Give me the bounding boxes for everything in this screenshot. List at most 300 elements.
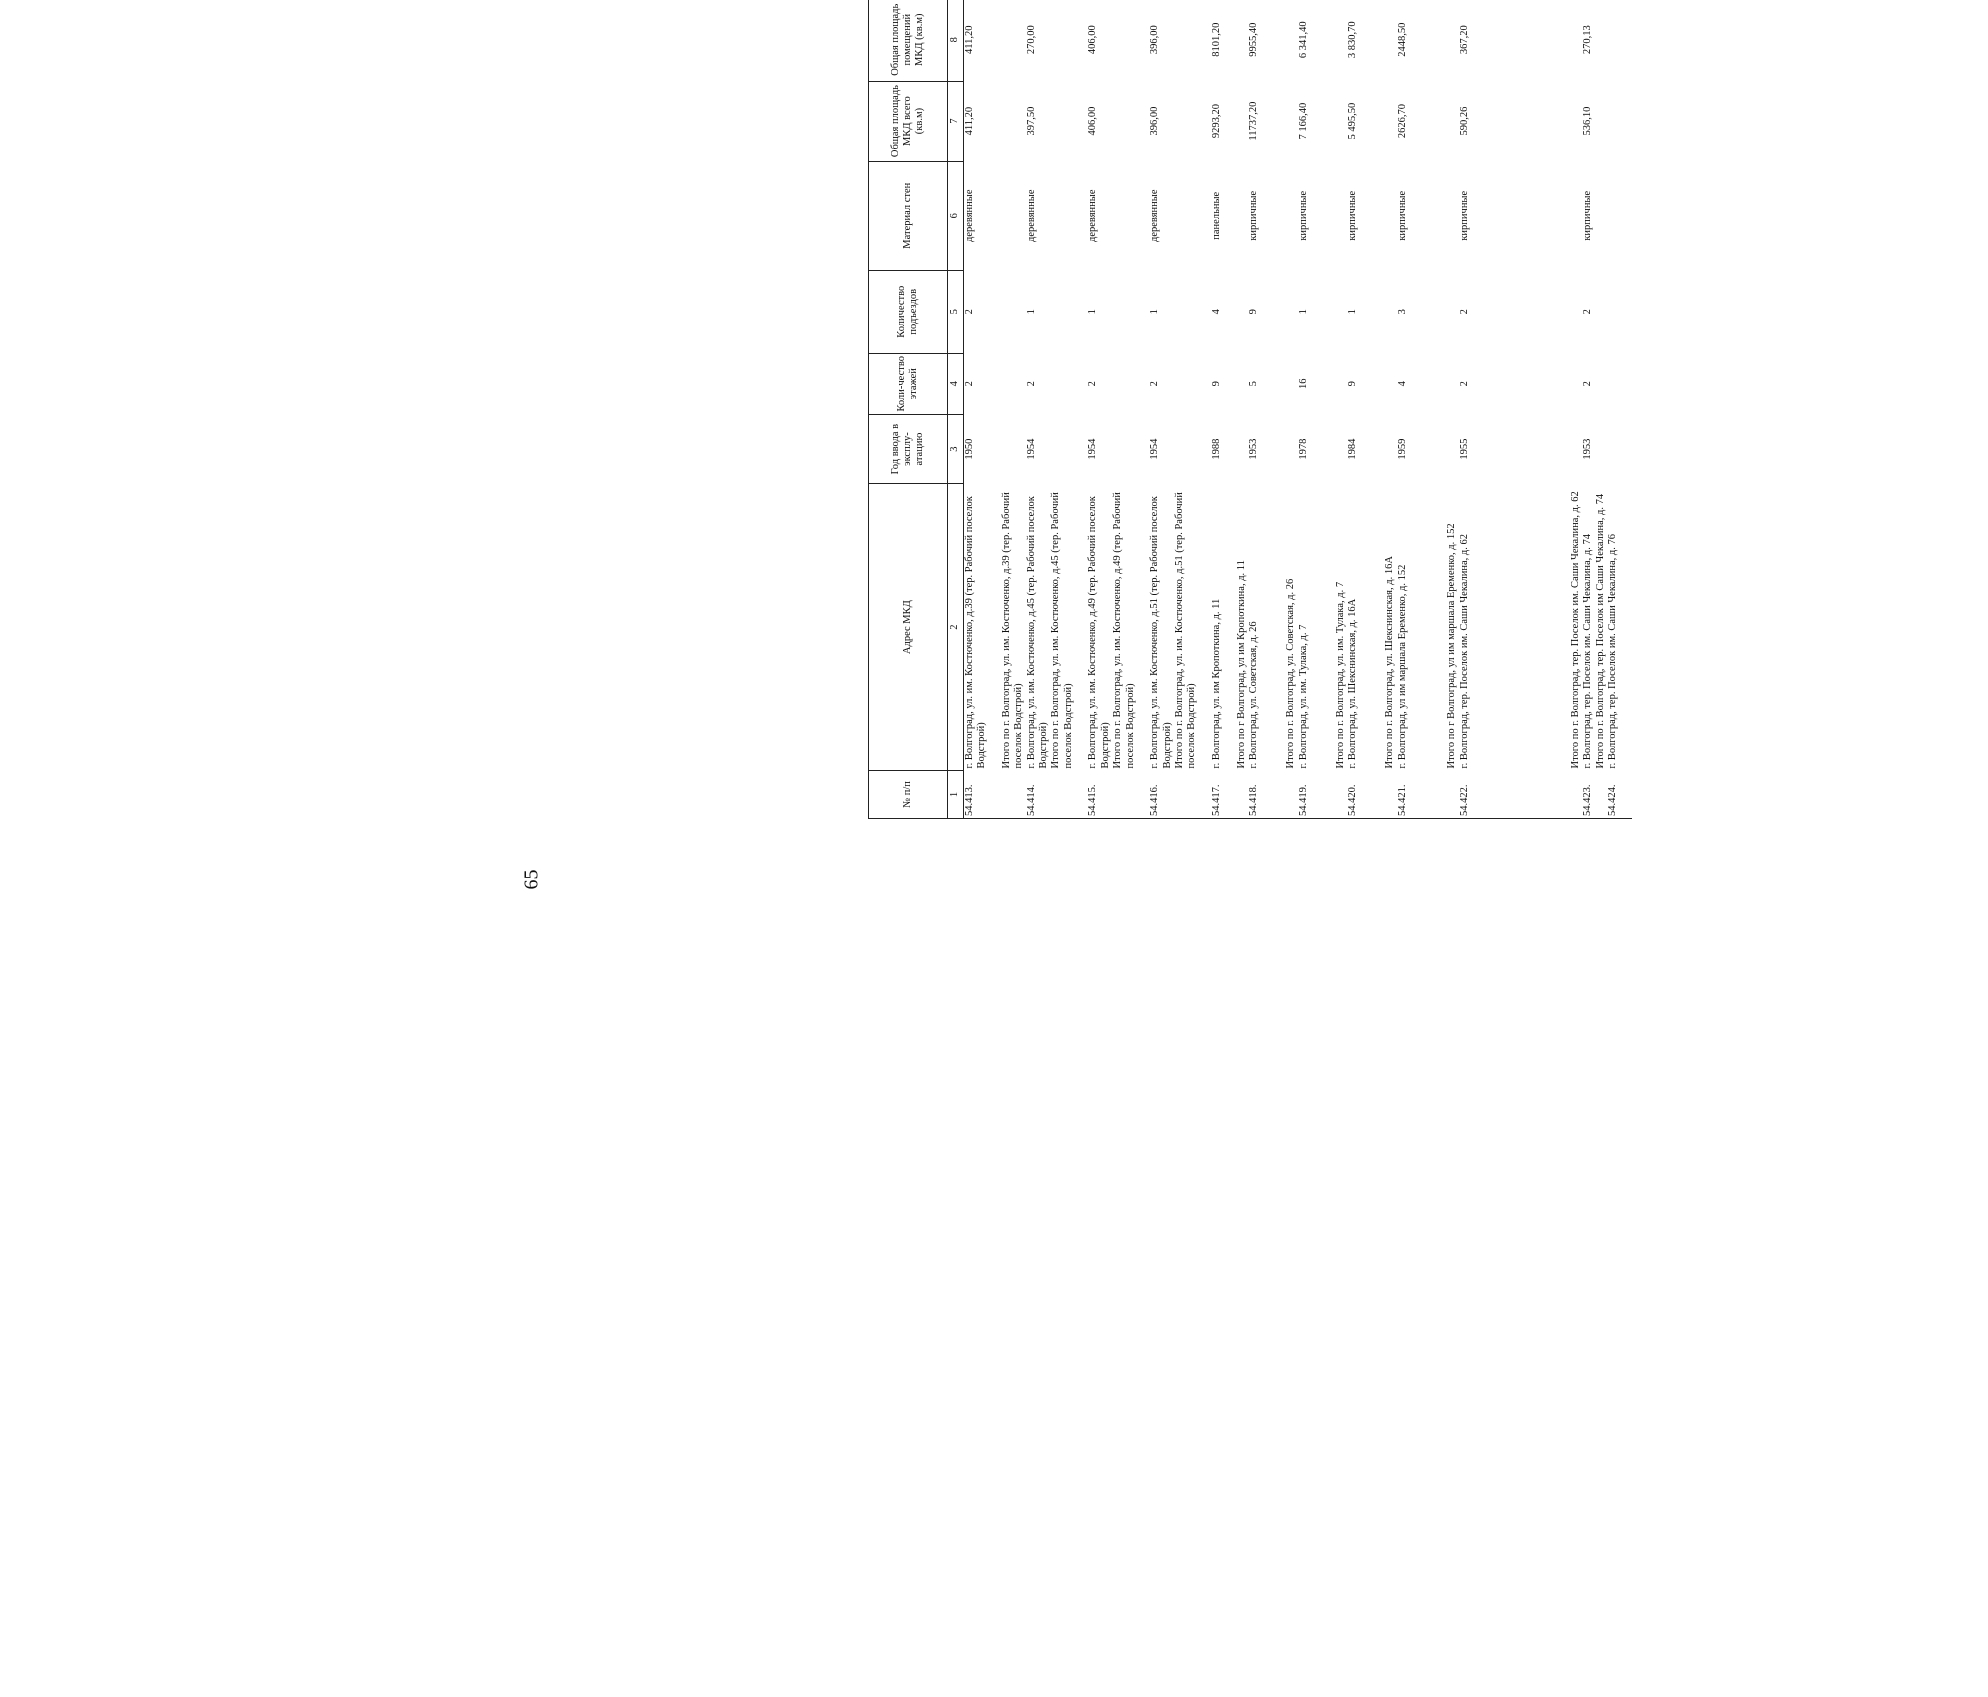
table-cell: 397,50 [1025, 106, 1037, 136]
table-cell [1310, 161, 1322, 270]
table-cell [1384, 0, 1396, 81]
table-cell [1199, 414, 1211, 483]
table-cell [1001, 353, 1026, 414]
table-cell [1607, 161, 1619, 270]
table-cell [1137, 353, 1149, 414]
table-cell [1422, 353, 1434, 414]
header-cell: Общая площадь МКД всего (кв.м) [869, 81, 948, 161]
header-cell: Год ввода в эксплу-атацию [869, 414, 948, 483]
table-cell [1545, 270, 1557, 353]
table-row [988, 0, 1000, 819]
table-cell [1137, 771, 1149, 819]
table-cell [1174, 771, 1199, 819]
table-cell [1483, 484, 1495, 771]
table-cell [1409, 484, 1421, 771]
table-cell [1261, 270, 1273, 353]
table-cell [1372, 81, 1384, 161]
table-cell [1471, 771, 1483, 819]
table-cell: кирпичные [1582, 190, 1594, 241]
table-cell [1570, 771, 1582, 819]
table-cell [1075, 81, 1087, 161]
table-cell [1236, 414, 1248, 483]
table-cell: 54.415. [1087, 771, 1112, 819]
table-cell [1174, 81, 1199, 161]
table-cell [1496, 270, 1508, 353]
table-cell [1446, 161, 1458, 270]
table-cell [1496, 771, 1508, 819]
table-cell [1545, 484, 1557, 771]
table-cell: 3 830,70 [1347, 21, 1359, 59]
table-cell [1409, 270, 1421, 353]
table-cell [1545, 353, 1557, 414]
table-cell [1075, 484, 1087, 771]
table-cell [1570, 353, 1582, 414]
header-cell: Общая площадь помещений МКД (кв.м) [869, 0, 948, 81]
table-cell [1483, 81, 1495, 161]
table-cell: 2 [963, 309, 975, 315]
table-cell [1434, 81, 1446, 161]
table-cell: 9955,40 [1248, 22, 1260, 57]
table-cell [1558, 161, 1570, 270]
table-cell [1620, 0, 1632, 81]
table-cell [1508, 353, 1520, 414]
table-cell [1360, 0, 1372, 81]
header-cell: № п/п [869, 771, 948, 819]
table-row [1211, 0, 1223, 819]
table-cell: 1988 [1211, 438, 1223, 460]
table-cell: 54.418. [1248, 771, 1260, 819]
table-cell [988, 484, 1000, 771]
table-cell [1360, 484, 1372, 771]
table-cell [1558, 0, 1570, 81]
table-cell: 54.420. [1347, 771, 1359, 819]
table-row [1409, 0, 1421, 819]
table-cell [1310, 353, 1322, 414]
table-cell: 367,20 [1458, 25, 1470, 55]
table-cell [1001, 0, 1026, 81]
table-cell: 11737,20 [1248, 101, 1260, 141]
table-cell [1409, 414, 1421, 483]
column-number: 5 [948, 270, 963, 353]
table-row [1112, 0, 1137, 819]
table-cell [1273, 81, 1285, 161]
table-cell: г. Волгоград, тер. Поселок им. Саши Чекалина, д. 74 [1582, 533, 1594, 769]
table-cell [1236, 353, 1248, 414]
table-cell [1595, 161, 1607, 270]
table-cell [1323, 771, 1335, 819]
table-cell [1224, 353, 1236, 414]
table-cell [1323, 414, 1335, 483]
table-cell [1112, 161, 1137, 270]
table-cell [1558, 484, 1570, 771]
table-cell: г. Волгоград, ул. им. Костюченко, д.51 (тер. Рабочий поселок Водстрой) [1149, 496, 1173, 769]
table-cell: 7 166,40 [1297, 102, 1309, 140]
table-row [1224, 0, 1236, 819]
table-cell [988, 771, 1000, 819]
table-cell [1620, 353, 1632, 414]
table-cell [1508, 414, 1520, 483]
table-cell: Итого по г. Волгоград, ул. им. Костюченко, д.49 (тер. Рабочий поселок Водстрой) [1112, 492, 1136, 769]
table-cell: Итого по г. Волгоград, ул. им. Костюченко, д.39 (тер. Рабочий поселок Водстрой) [1000, 492, 1025, 769]
table-cell: деревянные [1025, 189, 1037, 243]
table-cell [1570, 270, 1582, 353]
table-cell [1384, 81, 1396, 161]
table-cell [1496, 161, 1508, 270]
table-cell: 1 [1025, 309, 1037, 315]
table-cell [1409, 0, 1421, 81]
table-cell [1471, 0, 1483, 81]
table-cell: 6 341,40 [1297, 21, 1309, 59]
table-cell: 16 [1297, 378, 1309, 390]
table-cell: 9 [1248, 309, 1260, 315]
table-cell [1496, 81, 1508, 161]
repair-plan-table [868, 0, 1632, 819]
table-cell: 1 [1347, 309, 1359, 315]
table-cell [1620, 484, 1632, 771]
table-cell [1174, 161, 1199, 270]
table-row [1026, 0, 1051, 819]
table-row [1446, 0, 1458, 819]
table-cell [1620, 414, 1632, 483]
table-cell: Итого по г Волгоград, ул им Кропоткина, д. 11 [1235, 560, 1247, 769]
table-cell [1471, 484, 1483, 771]
table-row [1372, 0, 1384, 819]
table-cell [1372, 161, 1384, 270]
table-cell [1112, 414, 1137, 483]
table-cell [1050, 771, 1075, 819]
table-cell [1533, 484, 1545, 771]
column-number: 1 [948, 771, 963, 819]
table-cell [1521, 414, 1533, 483]
table-cell [1075, 353, 1087, 414]
table-cell [1483, 353, 1495, 414]
table-cell [1446, 771, 1458, 819]
table-cell [1607, 81, 1619, 161]
table-cell [1620, 771, 1632, 819]
table-cell [1310, 0, 1322, 81]
table-cell: г. Волгоград, тер. Поселок им. Саши Чекалина, д. 76 [1607, 533, 1619, 769]
table-cell: 396,00 [1149, 106, 1161, 136]
table-cell [1360, 414, 1372, 483]
table-cell [1521, 161, 1533, 270]
table-cell [1508, 161, 1520, 270]
table-cell: 1953 [1582, 438, 1594, 460]
table-cell [1335, 353, 1347, 414]
column-number: 3 [948, 414, 963, 483]
column-number: 2 [948, 484, 963, 771]
table-cell [1434, 0, 1446, 81]
table-cell [1508, 81, 1520, 161]
table-cell [1595, 771, 1607, 819]
table-cell [988, 414, 1000, 483]
table-cell [1446, 353, 1458, 414]
table-cell [1224, 270, 1236, 353]
page-number: 65 [520, 869, 543, 890]
table-row [1087, 0, 1112, 819]
table-row [1595, 0, 1607, 819]
table-cell [1360, 771, 1372, 819]
table-cell [1434, 353, 1446, 414]
header-cell: Адрес МКД [869, 484, 948, 771]
table-cell [1471, 81, 1483, 161]
table-cell: 411,20 [963, 106, 975, 136]
table-cell [1001, 270, 1026, 353]
table-cell [1199, 81, 1211, 161]
table-cell [1422, 161, 1434, 270]
table-row [1149, 0, 1174, 819]
table-cell [1137, 414, 1149, 483]
table-cell [1323, 0, 1335, 81]
table-cell [1137, 81, 1149, 161]
table-cell [1273, 414, 1285, 483]
table-cell [1545, 414, 1557, 483]
table-cell [1285, 81, 1297, 161]
table-cell [1521, 0, 1533, 81]
table-cell [1384, 161, 1396, 270]
table-cell [1273, 484, 1285, 771]
table-cell [1422, 771, 1434, 819]
table-cell [1483, 414, 1495, 483]
table-cell [1372, 353, 1384, 414]
table-cell [1001, 414, 1026, 483]
table-cell: г. Волгоград, тер. Поселок им. Саши Чекалина, д. 62 [1458, 533, 1470, 769]
column-number: 4 [948, 353, 963, 414]
table-cell [1112, 771, 1137, 819]
table-cell: 1954 [1025, 438, 1037, 460]
table-cell [1496, 414, 1508, 483]
table-cell: 9 [1347, 381, 1359, 387]
table-cell [1261, 353, 1273, 414]
table-cell [1508, 484, 1520, 771]
table-cell [1607, 353, 1619, 414]
table-cell [1595, 81, 1607, 161]
table-cell [1558, 414, 1570, 483]
table-cell: г. Волгоград, ул им маршала Еременко, д. 152 [1396, 564, 1408, 769]
table-cell [1050, 414, 1075, 483]
table-cell [1224, 414, 1236, 483]
table-cell [1434, 161, 1446, 270]
table-cell [1273, 161, 1285, 270]
table-row [1360, 0, 1372, 819]
table-cell [1224, 771, 1236, 819]
table-cell: г. Волгоград, ул. им. Костюченко, д.49 (тер. Рабочий поселок Водстрой) [1087, 496, 1111, 769]
table-cell [1335, 81, 1347, 161]
table-cell [1409, 81, 1421, 161]
table-cell [1323, 161, 1335, 270]
table-cell [1496, 353, 1508, 414]
table-cell [1174, 0, 1199, 81]
table-cell [1236, 771, 1248, 819]
table-cell: деревянные [1087, 189, 1099, 243]
table-cell: 1959 [1396, 438, 1408, 460]
table-cell [1112, 353, 1137, 414]
table-cell [1224, 484, 1236, 771]
table-cell: 2 [1582, 381, 1594, 387]
table-cell [1545, 161, 1557, 270]
table-cell: кирпичные [1396, 190, 1408, 241]
table-cell [1372, 771, 1384, 819]
table-row [1422, 0, 1434, 819]
table-cell: 2448,50 [1396, 22, 1408, 57]
table-cell [1137, 484, 1149, 771]
table-cell: 1 [1087, 309, 1099, 315]
table-cell [1199, 0, 1211, 81]
table-cell [1273, 0, 1285, 81]
table-cell [1050, 161, 1075, 270]
table-cell [1285, 161, 1297, 270]
table-cell [1285, 270, 1297, 353]
table-cell: г. Волгоград, ул. им. Костюченко, д.39 (тер. Рабочий поселок Водстрой) [963, 496, 987, 769]
table-cell: Итого по г. Волгоград, ул. им. Костюченко, д.45 (тер. Рабочий поселок Водстрой) [1050, 492, 1074, 769]
table-cell [1310, 270, 1322, 353]
table-cell [1434, 771, 1446, 819]
table-cell [1075, 414, 1087, 483]
table-cell [1558, 771, 1570, 819]
table-row [1050, 0, 1075, 819]
table-cell [1372, 0, 1384, 81]
table-cell [1570, 81, 1582, 161]
table-cell [1174, 414, 1199, 483]
table-cell [1174, 270, 1199, 353]
table-cell [1075, 0, 1087, 81]
table-row [1521, 0, 1533, 819]
table-cell [1607, 0, 1619, 81]
table-cell: 54.414. [1026, 771, 1051, 819]
table-cell: 5 [1248, 381, 1260, 387]
table-cell [1310, 81, 1322, 161]
table-cell [1075, 270, 1087, 353]
table-cell [1224, 0, 1236, 81]
table-cell [1050, 0, 1075, 81]
table-row [1001, 0, 1026, 819]
table-cell [1607, 270, 1619, 353]
table-cell [1595, 414, 1607, 483]
table-cell [1558, 270, 1570, 353]
table-cell [988, 353, 1000, 414]
column-number-row [948, 0, 963, 819]
table-cell [1533, 414, 1545, 483]
table-cell: 8101,20 [1211, 22, 1223, 57]
table-cell: 54.413. [963, 771, 988, 819]
column-number: 7 [948, 81, 963, 161]
table-cell [1570, 414, 1582, 483]
table-cell [1483, 270, 1495, 353]
table-cell: Итого по г. Волгоград, тер. Поселок им. Саши Чекалина, д. 62 [1570, 491, 1581, 769]
table-row [1273, 0, 1285, 819]
header-cell: Количество подъездов [869, 270, 948, 353]
table-row [1582, 0, 1594, 819]
table-row [1397, 0, 1409, 819]
table-row [1335, 0, 1347, 819]
table-row [963, 0, 988, 819]
table-cell: кирпичные [1458, 190, 1470, 241]
table-cell [1483, 0, 1495, 81]
table-cell [1174, 353, 1199, 414]
table-cell [1335, 0, 1347, 81]
table-cell [1545, 81, 1557, 161]
table-cell: г. Волгоград, ул. Шекснинская, д. 16А [1347, 598, 1359, 769]
table-row [1607, 0, 1619, 819]
table-cell: 270,13 [1582, 25, 1594, 55]
table-cell [1384, 270, 1396, 353]
table-cell: 1 [1297, 309, 1309, 315]
table-row [1471, 0, 1483, 819]
table-row [1459, 0, 1471, 819]
table-cell: г. Волгоград, ул. Советская, д. 26 [1248, 621, 1260, 769]
table-row [1199, 0, 1211, 819]
table-cell [1310, 414, 1322, 483]
table-cell [1422, 270, 1434, 353]
table-cell [1372, 414, 1384, 483]
table-cell [1199, 484, 1211, 771]
table-cell [1323, 81, 1335, 161]
table-cell [1335, 161, 1347, 270]
table-cell: 4 [1211, 309, 1223, 315]
column-number: 8 [948, 0, 963, 81]
table-cell [1434, 484, 1446, 771]
table-cell [1434, 414, 1446, 483]
table-cell: 406,00 [1087, 106, 1099, 136]
table-cell [1545, 0, 1557, 81]
table-cell [1496, 0, 1508, 81]
table-cell [1595, 0, 1607, 81]
table-cell [1409, 353, 1421, 414]
table-cell [1471, 161, 1483, 270]
table-cell [1620, 81, 1632, 161]
repair-plan-table-sheet [868, 0, 1988, 819]
table-cell [1001, 161, 1026, 270]
table-cell: Итого по г. Волгоград, ул. им. Костюченко, д.51 (тер. Рабочий поселок Водстрой) [1174, 492, 1198, 769]
table-cell [1273, 771, 1285, 819]
table-cell: Итого по г Волгоград, ул им маршала Еременко, д. 152 [1446, 523, 1458, 769]
table-cell: Итого по г. Волгоград, ул. Шекснинская, д. 16А [1384, 556, 1396, 769]
table-cell: 1953 [1248, 438, 1260, 460]
table-body [963, 0, 1632, 819]
table-row [1508, 0, 1520, 819]
table-cell [1001, 81, 1026, 161]
table-row [1483, 0, 1495, 819]
table-cell [1508, 270, 1520, 353]
table-cell: 9 [1211, 381, 1223, 387]
table-row [1323, 0, 1335, 819]
table-cell: 1950 [963, 438, 975, 460]
table-cell: Итого по г. Волгоград, ул. им. Тулака, д. 7 [1334, 581, 1346, 769]
table-row [1248, 0, 1260, 819]
table-cell: Итого по г. Волгоград, ул. Советская, д. 26 [1285, 578, 1297, 769]
table-cell: деревянные [963, 189, 975, 243]
table-cell: кирпичные [1297, 190, 1309, 241]
table-cell [1533, 81, 1545, 161]
table-cell: г. Волгоград, ул. им. Костюченко, д.45 (тер. Рабочий поселок Водстрой) [1025, 496, 1049, 769]
table-cell [1521, 771, 1533, 819]
table-cell [1409, 161, 1421, 270]
table-cell [1446, 81, 1458, 161]
table-cell [1620, 161, 1632, 270]
table-row [1261, 0, 1273, 819]
table-cell [1422, 484, 1434, 771]
header-row [869, 0, 948, 819]
table-cell [1471, 270, 1483, 353]
table-cell [1335, 270, 1347, 353]
table-cell [1595, 270, 1607, 353]
table-cell: 2 [1025, 381, 1037, 387]
table-cell [1422, 81, 1434, 161]
table-cell [1384, 771, 1396, 819]
table-cell: 4 [1396, 381, 1408, 387]
table-row [1620, 0, 1632, 819]
table-cell: 411,20 [963, 25, 975, 54]
table-cell [1521, 484, 1533, 771]
